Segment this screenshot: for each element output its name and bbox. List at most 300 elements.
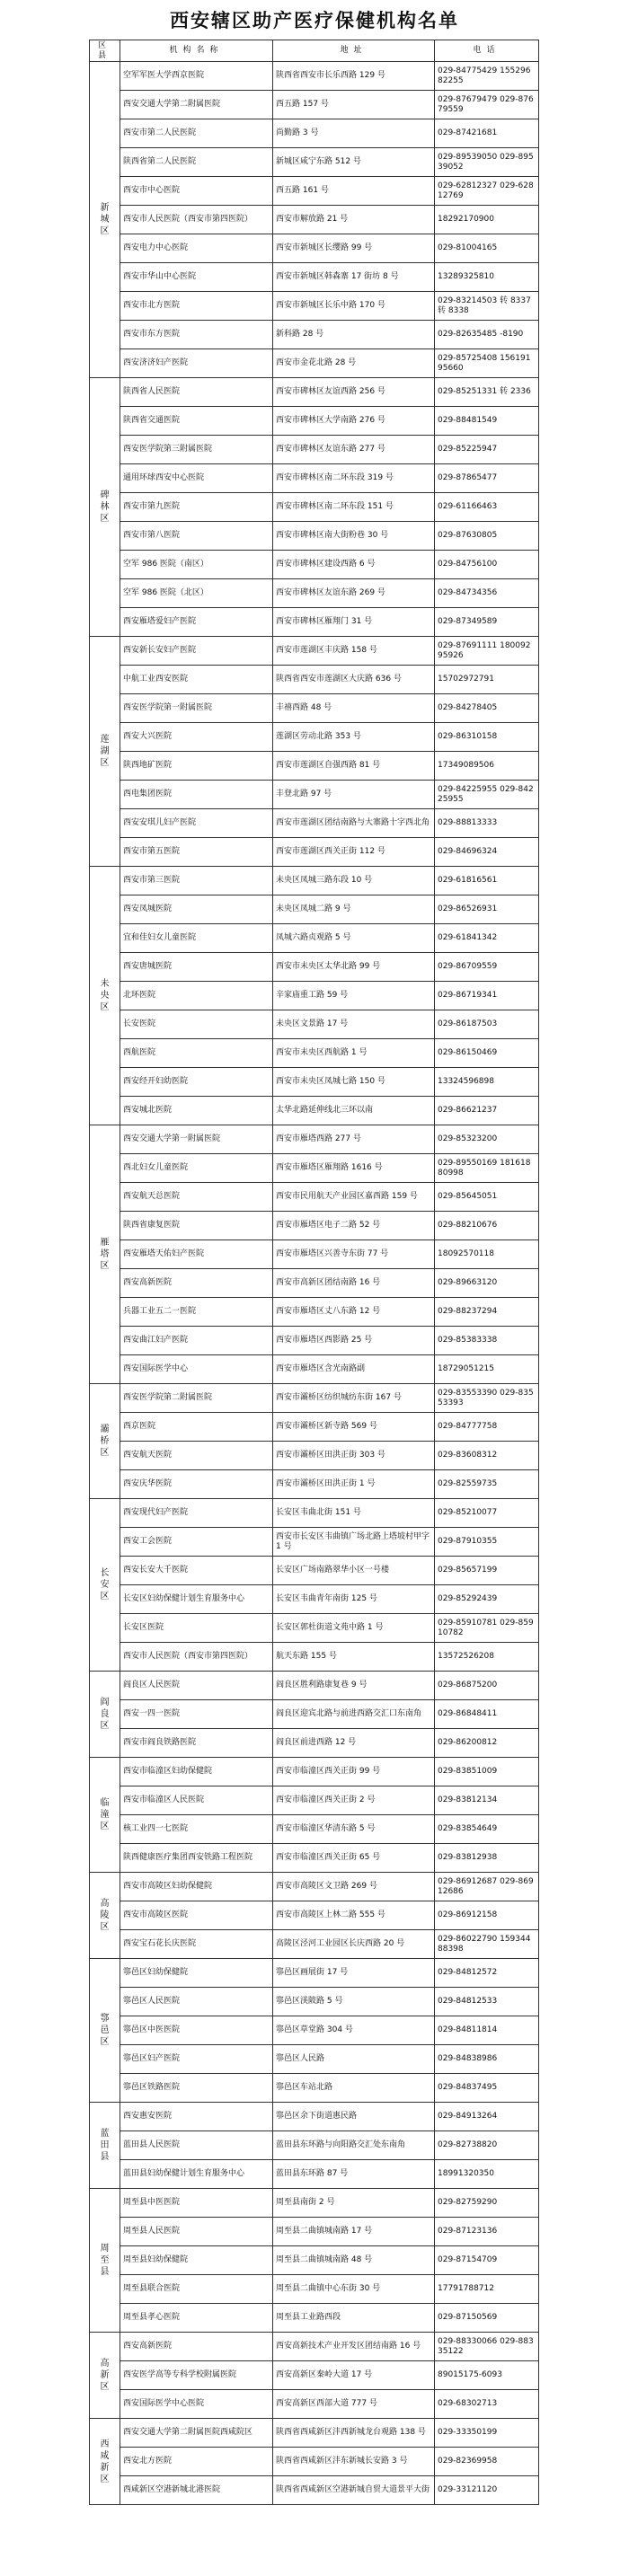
institution-name-cell: 西安雁塔天佑妇产医院: [120, 1240, 273, 1269]
address-cell: 西安市高陵区文卫路 269 号: [273, 1873, 435, 1901]
table-row: [90, 2189, 539, 2218]
table-row: [90, 1700, 539, 1729]
phone-cell: 029-83812938: [435, 1844, 539, 1873]
phone-cell: 029-82369958: [435, 2448, 539, 2476]
table-row: [90, 1672, 539, 1700]
phone-cell: 029-84278405: [435, 694, 539, 723]
institution-name-cell: 长安区医院: [120, 1614, 273, 1643]
district-cell: 西 咸 新 区: [90, 2419, 120, 2505]
institution-name-cell: 周至县孝心医院: [120, 2304, 273, 2333]
phone-cell: 029-88330066 029-88335122: [435, 2333, 539, 2361]
institution-name-cell: 西安曲江妇产医院: [120, 1327, 273, 1355]
address-cell: 阎良区前进西路 12 号: [273, 1729, 435, 1758]
phone-cell: 029-86875200: [435, 1672, 539, 1700]
institution-name-cell: 西安经开妇幼医院: [120, 1068, 273, 1097]
table-row: [90, 2448, 539, 2476]
institution-name-cell: 鄠邑区铁路医院: [120, 2074, 273, 2103]
table-row: [90, 378, 539, 407]
institution-name-cell: 西安市中心医院: [120, 177, 273, 206]
phone-cell: 029-61166463: [435, 493, 539, 522]
table-row: [90, 1068, 539, 1097]
address-cell: 未央区文景路 17 号: [273, 1010, 435, 1039]
phone-cell: 029-86200812: [435, 1729, 539, 1758]
address-cell: 西安市莲湖区西关正街 112 号: [273, 838, 435, 867]
phone-cell: 029-85251331 转 2336: [435, 378, 539, 407]
address-cell: 西安市莲湖区团结南路与大寨路十字西北角: [273, 809, 435, 838]
address-cell: 鄠邑区余下街道惠民路: [273, 2103, 435, 2131]
district-cell: 灞 桥 区: [90, 1384, 120, 1499]
institution-name-cell: 西安交通大学第二附属医院西咸院区: [120, 2419, 273, 2448]
phone-cell: 029-87349589: [435, 608, 539, 637]
table-row: [90, 579, 539, 608]
table-row: [90, 1442, 539, 1470]
table-row: [90, 1212, 539, 1240]
phone-cell: 029-86187503: [435, 1010, 539, 1039]
table-row: [90, 1499, 539, 1528]
table-row: [90, 407, 539, 436]
institution-name-cell: 陕西省人民医院: [120, 378, 273, 407]
institution-name-cell: 宜和佳妇女儿童医院: [120, 924, 273, 953]
institution-name-cell: 西安市人民医院（西安市第四医院）: [120, 1643, 273, 1672]
institution-name-cell: 西安济济妇产医院: [120, 349, 273, 378]
institution-name-cell: 西安市北方医院: [120, 292, 273, 321]
address-cell: 西安市高陵区上林二路 555 号: [273, 1901, 435, 1930]
institution-name-cell: 西安市第二人民医院: [120, 119, 273, 148]
institution-name-cell: 蓝田县妇幼保健计划生育服务中心: [120, 2160, 273, 2189]
address-cell: 西五路 157 号: [273, 91, 435, 119]
address-cell: 西安市新城区长乐中路 170 号: [273, 292, 435, 321]
phone-cell: 029-62812327 029-62812769: [435, 177, 539, 206]
district-cell: 蓝 田 县: [90, 2103, 120, 2189]
phone-cell: 029-87691111 18009295926: [435, 637, 539, 666]
table-row: [90, 982, 539, 1010]
phone-cell: 029-84777758: [435, 1413, 539, 1442]
phone-cell: 029-87910355: [435, 1528, 539, 1557]
table-row: [90, 349, 539, 378]
institution-name-cell: 西安医学高等专科学校附属医院: [120, 2361, 273, 2390]
table-row: [90, 522, 539, 551]
phone-cell: 029-85645051: [435, 1183, 539, 1212]
institution-name-cell: 中航工业西安医院: [120, 666, 273, 694]
table-row: [90, 1355, 539, 1384]
phone-cell: 029-88210676: [435, 1212, 539, 1240]
institution-name-cell: 西安市临潼区妇幼保健院: [120, 1758, 273, 1786]
table-row: [90, 1959, 539, 1988]
institution-name-cell: 西安雁塔爱妇产医院: [120, 608, 273, 637]
phone-cell: 029-85225947: [435, 436, 539, 464]
institution-name-cell: 西安惠安医院: [120, 2103, 273, 2131]
table-row: [90, 1269, 539, 1298]
institution-name-cell: 陕西省康复医院: [120, 1212, 273, 1240]
institution-name-cell: 鄠邑区妇幼保健院: [120, 1959, 273, 1988]
table-row: [90, 752, 539, 781]
table-row: [90, 91, 539, 119]
address-cell: 西安市未央区凤城七路 150 号: [273, 1068, 435, 1097]
phone-cell: 029-84812572: [435, 1959, 539, 1988]
address-cell: 鄠邑区渼陂路 5 号: [273, 1988, 435, 2016]
table-row: [90, 608, 539, 637]
phone-cell: 029-86848411: [435, 1700, 539, 1729]
phone-cell: 029-85657199: [435, 1557, 539, 1585]
table-row: [90, 1901, 539, 1930]
phone-cell: 029-84837495: [435, 2074, 539, 2103]
table-row: [90, 637, 539, 666]
table-row: [90, 148, 539, 177]
table-row: [90, 263, 539, 292]
address-cell: 西安市灞桥区新寺路 569 号: [273, 1413, 435, 1442]
phone-cell: 029-84838986: [435, 2045, 539, 2074]
table-row: [90, 493, 539, 522]
table-row: [90, 867, 539, 895]
address-cell: 西安高新技术产业开发区团结南路 16 号: [273, 2333, 435, 2361]
phone-cell: 029-89539050 029-89539052: [435, 148, 539, 177]
table-body: [90, 62, 539, 2505]
phone-cell: 029-86709559: [435, 953, 539, 982]
institution-name-cell: 西安一四一医院: [120, 1700, 273, 1729]
district-cell: 鄠 邑 区: [90, 1959, 120, 2103]
table-row: [90, 838, 539, 867]
table-row: [90, 953, 539, 982]
address-cell: 西安市莲湖区自强西路 81 号: [273, 752, 435, 781]
institution-name-cell: 西安医学院第一附属医院: [120, 694, 273, 723]
phone-cell: 029-86022790 15934488398: [435, 1930, 539, 1959]
phone-cell: 029-84225955 029-84225955: [435, 781, 539, 809]
table-row: [90, 1413, 539, 1442]
phone-cell: 029-86310158: [435, 723, 539, 752]
phone-cell: 029-89663120: [435, 1269, 539, 1298]
address-cell: 丰登北路 97 号: [273, 781, 435, 809]
address-cell: 西安市未央区西航路 1 号: [273, 1039, 435, 1068]
district-cell: 新 城 区: [90, 62, 120, 378]
institution-name-cell: 西安北方医院: [120, 2448, 273, 2476]
institution-name-cell: 核工业四一七医院: [120, 1815, 273, 1844]
table-row: [90, 895, 539, 924]
address-cell: 陕西省西咸新区沣东新城长安路 3 号: [273, 2448, 435, 2476]
address-cell: 太华北路延伸线北三环以南: [273, 1097, 435, 1125]
institution-name-cell: 陕西省交通医院: [120, 407, 273, 436]
district-cell: 雁 塔 区: [90, 1125, 120, 1384]
header-phone: 电话: [435, 40, 539, 62]
institution-name-cell: 西安电力中心医院: [120, 234, 273, 263]
address-cell: 陕西省西咸新区空港新城自贸大道景平大街: [273, 2476, 435, 2505]
phone-cell: 18092570118: [435, 1240, 539, 1269]
institution-name-cell: 西安市高陵区妇幼保健院: [120, 1873, 273, 1901]
phone-cell: 18292170900: [435, 206, 539, 234]
institution-name-cell: 西安市临潼区人民医院: [120, 1786, 273, 1815]
address-cell: 周至县二曲镇中心东街 30 号: [273, 2275, 435, 2304]
institution-name-cell: 西安市东方医院: [120, 321, 273, 349]
institution-name-cell: 蓝田县人民医院: [120, 2131, 273, 2160]
address-cell: 未央区凤城三路东段 10 号: [273, 867, 435, 895]
phone-cell: 029-86621237: [435, 1097, 539, 1125]
institution-name-cell: 西安交通大学第二附属医院: [120, 91, 273, 119]
address-cell: 西安市灞桥区纺织城纺东街 167 号: [273, 1384, 435, 1413]
phone-cell: 029-82559735: [435, 1470, 539, 1499]
address-cell: 周至县南街 2 号: [273, 2189, 435, 2218]
address-cell: 西安市碑林区友谊东路 269 号: [273, 579, 435, 608]
phone-cell: 029-84756100: [435, 551, 539, 579]
institution-name-cell: 西安大兴医院: [120, 723, 273, 752]
table-row: [90, 2246, 539, 2275]
phone-cell: 029-68302713: [435, 2390, 539, 2419]
phone-cell: 029-84775429 15529682255: [435, 62, 539, 91]
address-cell: 西安市高新区团结南路 16 号: [273, 1269, 435, 1298]
table-row: [90, 464, 539, 493]
phone-cell: 029-85383338: [435, 1327, 539, 1355]
table-row: [90, 2131, 539, 2160]
table-row: [90, 1557, 539, 1585]
institution-name-cell: 西安庆华医院: [120, 1470, 273, 1499]
address-cell: 周至县工业路西段: [273, 2304, 435, 2333]
table-row: [90, 2045, 539, 2074]
institution-name-cell: 西安市第九医院: [120, 493, 273, 522]
table-row: [90, 1815, 539, 1844]
institution-name-cell: 西安新长安妇产医院: [120, 637, 273, 666]
address-cell: 西安市雁塔区雁翔路 1616 号: [273, 1154, 435, 1183]
address-cell: 西安市解放路 21 号: [273, 206, 435, 234]
table-row: [90, 1010, 539, 1039]
phone-cell: 029-84734356: [435, 579, 539, 608]
table-row: [90, 781, 539, 809]
address-cell: 鄠邑区车站北路: [273, 2074, 435, 2103]
district-cell: 莲 湖 区: [90, 637, 120, 867]
phone-cell: 13324596898: [435, 1068, 539, 1097]
institution-name-cell: 西京医院: [120, 1413, 273, 1442]
table-row: [90, 694, 539, 723]
phone-cell: 029-85323200: [435, 1125, 539, 1154]
address-cell: 未央区凤城二路 9 号: [273, 895, 435, 924]
address-cell: 高陵区泾河工业园区长庆西路 20 号: [273, 1930, 435, 1959]
page-title: 西安辖区助产医疗保健机构名单: [170, 9, 459, 31]
address-cell: 阎良区胜利路康复巷 9 号: [273, 1672, 435, 1700]
address-cell: 西安市临潼区西关正街 65 号: [273, 1844, 435, 1873]
table-row: [90, 436, 539, 464]
address-cell: 西安市金花北路 28 号: [273, 349, 435, 378]
institution-name-cell: 西安市高陵区医院: [120, 1901, 273, 1930]
address-cell: 西安市碑林区建设西路 6 号: [273, 551, 435, 579]
institution-name-cell: 西安医学院第二附属医院: [120, 1384, 273, 1413]
district-cell: 高 陵 区: [90, 1873, 120, 1959]
address-cell: 西安市碑林区雁翔门 31 号: [273, 608, 435, 637]
institution-name-cell: 通用环球西安中心医院: [120, 464, 273, 493]
address-cell: 西安市民用航天产业园区嘉西路 159 号: [273, 1183, 435, 1212]
address-cell: 莲湖区劳动北路 353 号: [273, 723, 435, 752]
institution-name-cell: 周至县联合医院: [120, 2275, 273, 2304]
address-cell: 西安市碑林区大学南路 276 号: [273, 407, 435, 436]
institution-name-cell: 西安城北医院: [120, 1097, 273, 1125]
district-cell: 高 新 区: [90, 2333, 120, 2419]
address-cell: 西安市未央区太华北路 99 号: [273, 953, 435, 982]
phone-cell: 029-87150569: [435, 2304, 539, 2333]
phone-cell: 18729051215: [435, 1355, 539, 1384]
address-cell: 西安市碑林区友谊东路 277 号: [273, 436, 435, 464]
institution-name-cell: 西安市第五医院: [120, 838, 273, 867]
address-cell: 西安高新区秦岭大道 17 号: [273, 2361, 435, 2390]
institution-name-cell: 西电集团医院: [120, 781, 273, 809]
address-cell: 周至县二曲镇城南路 48 号: [273, 2246, 435, 2275]
table-row: [90, 1643, 539, 1672]
table-row: [90, 1097, 539, 1125]
address-cell: 西安市碑林区南大街粉巷 30 号: [273, 522, 435, 551]
table-row: [90, 1183, 539, 1212]
address-cell: 蓝田县东环路与向阳路交汇处东南角: [273, 2131, 435, 2160]
header-county: 区县: [90, 40, 120, 62]
table-row: [90, 2103, 539, 2131]
institution-name-cell: 西安交通大学第一附属医院: [120, 1125, 273, 1154]
institution-name-cell: 陕西省第二人民医院: [120, 148, 273, 177]
address-cell: 长安区韦曲北街 151 号: [273, 1499, 435, 1528]
table-row: [90, 1930, 539, 1959]
phone-cell: 029-88813333: [435, 809, 539, 838]
phone-cell: 029-84811814: [435, 2016, 539, 2045]
address-cell: 西安市莲湖区丰庆路 158 号: [273, 637, 435, 666]
address-cell: 西安市雁塔区电子二路 52 号: [273, 1212, 435, 1240]
table-row: [90, 666, 539, 694]
address-cell: 蓝田县东环路 87 号: [273, 2160, 435, 2189]
institution-name-cell: 周至县中医医院: [120, 2189, 273, 2218]
table-row: [90, 924, 539, 953]
table-row: [90, 1154, 539, 1183]
phone-cell: 029-83553390 029-83553393: [435, 1384, 539, 1413]
phone-cell: 029-61816561: [435, 867, 539, 895]
phone-cell: 18991320350: [435, 2160, 539, 2189]
institution-name-cell: 西安长安大千医院: [120, 1557, 273, 1585]
table-row: [90, 2390, 539, 2419]
address-cell: 西安市灞桥区田洪正街 1 号: [273, 1470, 435, 1499]
institution-name-cell: 阎良区人民医院: [120, 1672, 273, 1700]
institution-name-cell: 陕西健康医疗集团西安铁路工程医院: [120, 1844, 273, 1873]
phone-cell: 029-61841342: [435, 924, 539, 953]
address-cell: 西安市碑林区南二环东段 319 号: [273, 464, 435, 493]
table-header-row: [90, 40, 539, 62]
phone-cell: 029-83608312: [435, 1442, 539, 1470]
phone-cell: 029-87679479 029-87679559: [435, 91, 539, 119]
district-cell: 临 潼 区: [90, 1758, 120, 1873]
table-row: [90, 62, 539, 91]
address-cell: 丰禧西路 48 号: [273, 694, 435, 723]
institution-name-cell: 鄠邑区人民医院: [120, 1988, 273, 2016]
institution-name-cell: 空军 986 医院（南区）: [120, 551, 273, 579]
institution-name-cell: 西安高新医院: [120, 2333, 273, 2361]
phone-cell: 029-89550169 18161880998: [435, 1154, 539, 1183]
institution-name-cell: 西安市第八医院: [120, 522, 273, 551]
phone-cell: 029-84913264: [435, 2103, 539, 2131]
address-cell: 长安区广场南路翠华小区一号楼: [273, 1557, 435, 1585]
address-cell: 陕西省西咸新区沣西新城龙台观路 138 号: [273, 2419, 435, 2448]
institution-name-cell: 西安市人民医院（西安市第四医院）: [120, 206, 273, 234]
institution-name-cell: 西安唐城医院: [120, 953, 273, 982]
table-row: [90, 1384, 539, 1413]
address-cell: 新科路 28 号: [273, 321, 435, 349]
phone-cell: 029-85210077: [435, 1499, 539, 1528]
phone-cell: 17349089506: [435, 752, 539, 781]
phone-cell: 89015175-6093: [435, 2361, 539, 2390]
table-row: [90, 1298, 539, 1327]
institution-name-cell: 空军军医大学西京医院: [120, 62, 273, 91]
phone-cell: 029-82738820: [435, 2131, 539, 2160]
institution-name-cell: 陕西地矿医院: [120, 752, 273, 781]
table-row: [90, 2333, 539, 2361]
institution-name-cell: 西咸新区空港新城北港医院: [120, 2476, 273, 2505]
phone-cell: 029-88481549: [435, 407, 539, 436]
phone-cell: 029-85292439: [435, 1585, 539, 1614]
phone-cell: 029-86912158: [435, 1901, 539, 1930]
table-row: [90, 1327, 539, 1355]
table-row: [90, 1585, 539, 1614]
table-row: [90, 177, 539, 206]
table-row: [90, 1614, 539, 1643]
address-cell: 西安市雁塔区兴善寺东街 77 号: [273, 1240, 435, 1269]
address-cell: 西安市临潼区西关正街 2 号: [273, 1786, 435, 1815]
address-cell: 西安高新区西部大道 777 号: [273, 2390, 435, 2419]
address-cell: 西五路 161 号: [273, 177, 435, 206]
address-cell: 长安区韦曲青年南街 125 号: [273, 1585, 435, 1614]
institution-name-cell: 西安医学院第三附属医院: [120, 436, 273, 464]
table-row: [90, 2016, 539, 2045]
institution-name-cell: 西安安琪儿妇产医院: [120, 809, 273, 838]
phone-cell: 029-33121120: [435, 2476, 539, 2505]
phone-cell: 029-82759290: [435, 2189, 539, 2218]
phone-cell: 029-83854649: [435, 1815, 539, 1844]
phone-cell: 029-87421681: [435, 119, 539, 148]
address-cell: 西安市雁塔区含光南路副: [273, 1355, 435, 1384]
phone-cell: 029-81004165: [435, 234, 539, 263]
address-cell: 西安市新城区韩森寨 17 街坊 8 号: [273, 263, 435, 292]
phone-cell: 029-87123136: [435, 2218, 539, 2246]
address-cell: 新城区咸宁东路 512 号: [273, 148, 435, 177]
institution-name-cell: 西安工会医院: [120, 1528, 273, 1557]
phone-cell: 029-83214503 转 8337 转 8338: [435, 292, 539, 321]
table-row: [90, 321, 539, 349]
header-name: 机构名称: [120, 40, 273, 62]
phone-cell: 15702972791: [435, 666, 539, 694]
address-cell: 西安市雁塔西路 277 号: [273, 1125, 435, 1154]
table-row: [90, 2074, 539, 2103]
phone-cell: 029-85910781 029-85910782: [435, 1614, 539, 1643]
institution-name-cell: 西航医院: [120, 1039, 273, 1068]
institution-name-cell: 长安医院: [120, 1010, 273, 1039]
address-cell: 西安市碑林区南二环东段 151 号: [273, 493, 435, 522]
address-cell: 凤城六路贞观路 5 号: [273, 924, 435, 953]
district-cell: 周 至 县: [90, 2189, 120, 2333]
table-row: [90, 2419, 539, 2448]
institution-name-cell: 西安凤城医院: [120, 895, 273, 924]
table-row: [90, 2476, 539, 2505]
address-cell: 陕西省西安市长乐西路 129 号: [273, 62, 435, 91]
address-cell: 辛家庙重工路 59 号: [273, 982, 435, 1010]
address-cell: 西安市临潼区华清东路 5 号: [273, 1815, 435, 1844]
phone-cell: 029-87630805: [435, 522, 539, 551]
table-row: [90, 2304, 539, 2333]
phone-cell: 029-33350199: [435, 2419, 539, 2448]
institution-name-cell: 空军 986 医院（北区）: [120, 579, 273, 608]
phone-cell: 029-86719341: [435, 982, 539, 1010]
institution-name-cell: 周至县妇幼保健院: [120, 2246, 273, 2275]
phone-cell: 029-84696324: [435, 838, 539, 867]
address-cell: 陕西省西安市莲湖区大庆路 636 号: [273, 666, 435, 694]
address-cell: 西安市新城区长缨路 99 号: [273, 234, 435, 263]
table-row: [90, 1240, 539, 1269]
institution-name-cell: 西安航天医院: [120, 1442, 273, 1470]
table-row: [90, 2160, 539, 2189]
institution-name-cell: 鄠邑区妇产医院: [120, 2045, 273, 2074]
table-row: [90, 1988, 539, 2016]
phone-cell: 029-87154709: [435, 2246, 539, 2275]
address-cell: 尚勤路 3 号: [273, 119, 435, 148]
table-row: [90, 809, 539, 838]
table-row: [90, 1758, 539, 1786]
institution-name-cell: 西安现代妇产医院: [120, 1499, 273, 1528]
